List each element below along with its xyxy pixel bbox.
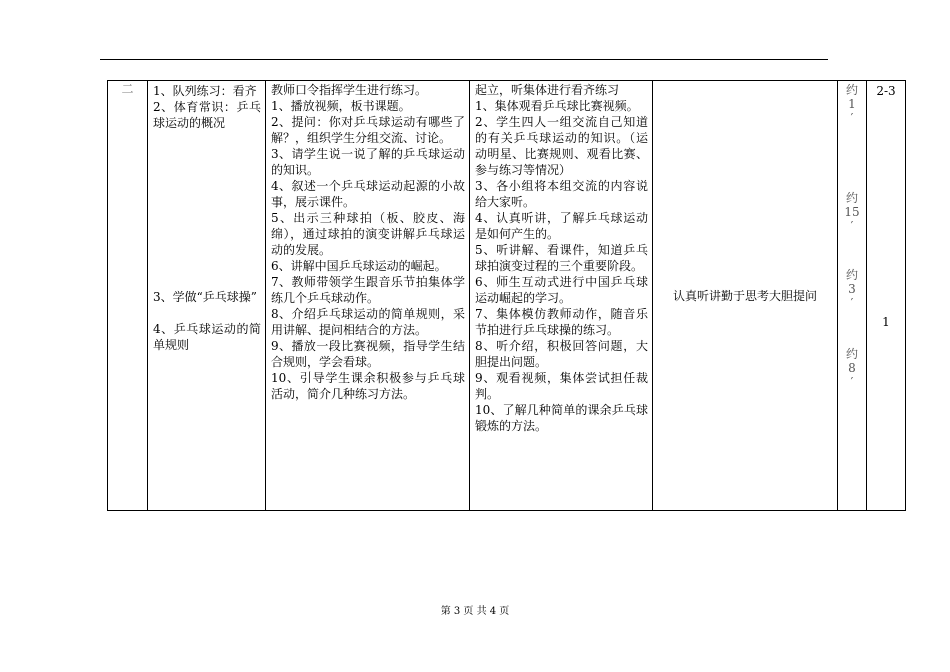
header-rule: [100, 59, 828, 60]
page-footer: 第 3 页 共 4 页: [440, 606, 510, 617]
student-item: 8、听介绍，积极回答问题，大胆提出问题。: [475, 339, 648, 369]
content-item-1: 1、队列练习：看齐: [153, 84, 257, 98]
time-entry: 约 8 ′: [845, 347, 858, 389]
teacher-item: 2、提问：你对乒乓球运动有哪些了解？，组织学生分组交流、讨论。: [271, 115, 465, 145]
time-entry: 约 3 ′: [845, 268, 858, 310]
teacher-item: 6、讲解中国乒乓球运动的崛起。: [271, 259, 447, 273]
content-cell: [148, 81, 266, 511]
time-entry: 约 15 ′: [844, 191, 860, 233]
intensity-cell: [867, 81, 906, 511]
content-item-3: 3、学做“乒乓球操”: [153, 290, 257, 304]
teacher-item: 9、播放一段比赛视频，指导学生结合规则，学会看球。: [271, 339, 465, 369]
intensity-top: 2-3: [876, 84, 896, 98]
student-item: 1、集体观看乒乓球比赛视频。: [475, 99, 639, 113]
content-item-2: 2、体育常识：乒乓球运动的概况: [153, 100, 261, 130]
student-item: 起立，听集体进行看齐练习: [475, 83, 620, 97]
teacher-item: 5、出示三种球拍（板、胶皮、海绵），通过球拍的演变讲解乒乓球运动的发展。: [271, 211, 465, 257]
lesson-plan-table: [107, 80, 906, 511]
content-item-4: 4、乒乓球运动的简单规则: [153, 322, 261, 352]
time-entry: 约 1 ′: [845, 83, 858, 125]
section-number: 二: [121, 82, 134, 96]
student-item: 10、了解几种简单的课余乒乓球锻炼的方法。: [475, 403, 648, 433]
student-item: 3、各小组将本组交流的内容说给大家听。: [475, 179, 648, 209]
teacher-item: 4、叙述一个乒乓球运动起源的小故事，展示课件。: [271, 179, 465, 209]
intensity-middle: 1: [882, 315, 890, 329]
organization-text: 认真听讲勤于思考大胆提问: [672, 288, 817, 303]
teacher-item: 7、教师带领学生跟音乐节拍集体学练几个乒乓球动作。: [271, 275, 465, 305]
student-activity-cell: [470, 81, 653, 511]
teacher-activity-cell: [266, 81, 470, 511]
teacher-item: 3、请学生说一说了解的乒乓球运动的知识。: [271, 147, 465, 177]
time-cell: [838, 81, 867, 511]
student-item: 5、听讲解、看课件，知道乒乓球拍演变过程的三个重要阶段。: [475, 243, 648, 273]
teacher-item: 8、介绍乒乓球运动的简单规则，采用讲解、提问相结合的方法。: [271, 307, 465, 337]
student-item: 6、师生互动式进行中国乒乓球运动崛起的学习。: [475, 275, 648, 305]
teacher-item: 1、播放视频，板书课题。: [271, 99, 411, 113]
section-cell: [108, 81, 148, 511]
organization-cell: [653, 81, 838, 511]
student-item: 7、集体模仿教师动作，随音乐节拍进行乒乓球操的练习。: [475, 307, 648, 337]
student-item: 9、观看视频，集体尝试担任裁判。: [475, 371, 648, 401]
student-item: 2、学生四人一组交流自己知道的有关乒乓球运动的知识。（运动明星、比赛规则、观看比赛、参与练习等情况）: [475, 115, 648, 177]
student-item: 4、认真听讲，了解乒乓球运动是如何产生的。: [475, 211, 648, 241]
table-row: [108, 81, 906, 511]
teacher-item: 教师口令指挥学生进行练习。: [271, 83, 428, 97]
teacher-item: 10、引导学生课余积极参与乒乓球活动，简介几种练习方法。: [271, 371, 465, 401]
